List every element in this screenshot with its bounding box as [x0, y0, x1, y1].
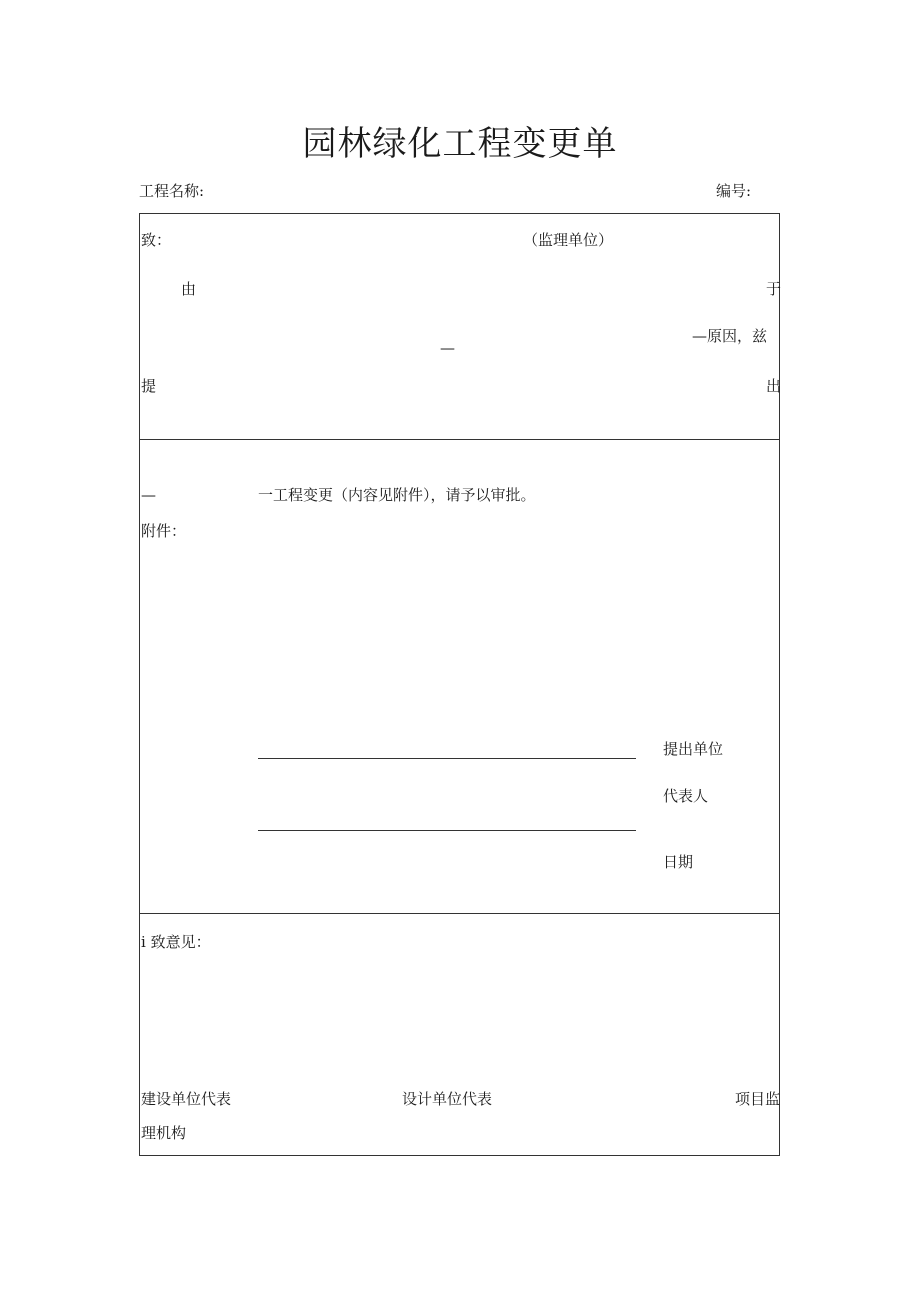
propose-right-text: 出 — [766, 377, 782, 395]
propose-left-text: 提 — [141, 377, 157, 395]
reason-text: —原因，兹 — [692, 327, 768, 345]
due-right-text: 于 — [766, 280, 782, 298]
representative-label: 代表人 — [663, 787, 709, 805]
builder-representative-label: 建设单位代表 — [141, 1090, 232, 1108]
form-table — [139, 213, 780, 1156]
date-label: 日期 — [663, 853, 694, 871]
project-name-label: 工程名称: — [139, 182, 205, 200]
supervisor-unit-label: （监理单位） — [523, 231, 614, 249]
due-left-text: 由 — [181, 280, 197, 298]
to-label: 致： — [141, 231, 172, 249]
number-label: 编号: — [716, 182, 752, 200]
designer-representative-label: 设计单位代表 — [402, 1090, 493, 1108]
opinion-label: i 致意见： — [141, 933, 211, 951]
change-request-text: 一工程变更（内容见附件），请予以审批。 — [258, 486, 536, 504]
proposer-unit-label: 提出单位 — [663, 740, 724, 758]
table-divider-1 — [139, 439, 780, 440]
dash-left-text: — — [141, 486, 156, 504]
attachment-label: 附件： — [141, 522, 187, 540]
dash-mid-text: — — [440, 339, 455, 357]
supervision-agency-label-part1: 项目监 — [735, 1090, 781, 1108]
proposer-unit-signature-line — [258, 758, 636, 759]
document-title: 园林绿化工程变更单 — [302, 124, 618, 164]
table-divider-2 — [139, 913, 780, 914]
supervision-agency-label-part2: 理机构 — [141, 1124, 187, 1142]
representative-signature-line — [258, 830, 636, 831]
